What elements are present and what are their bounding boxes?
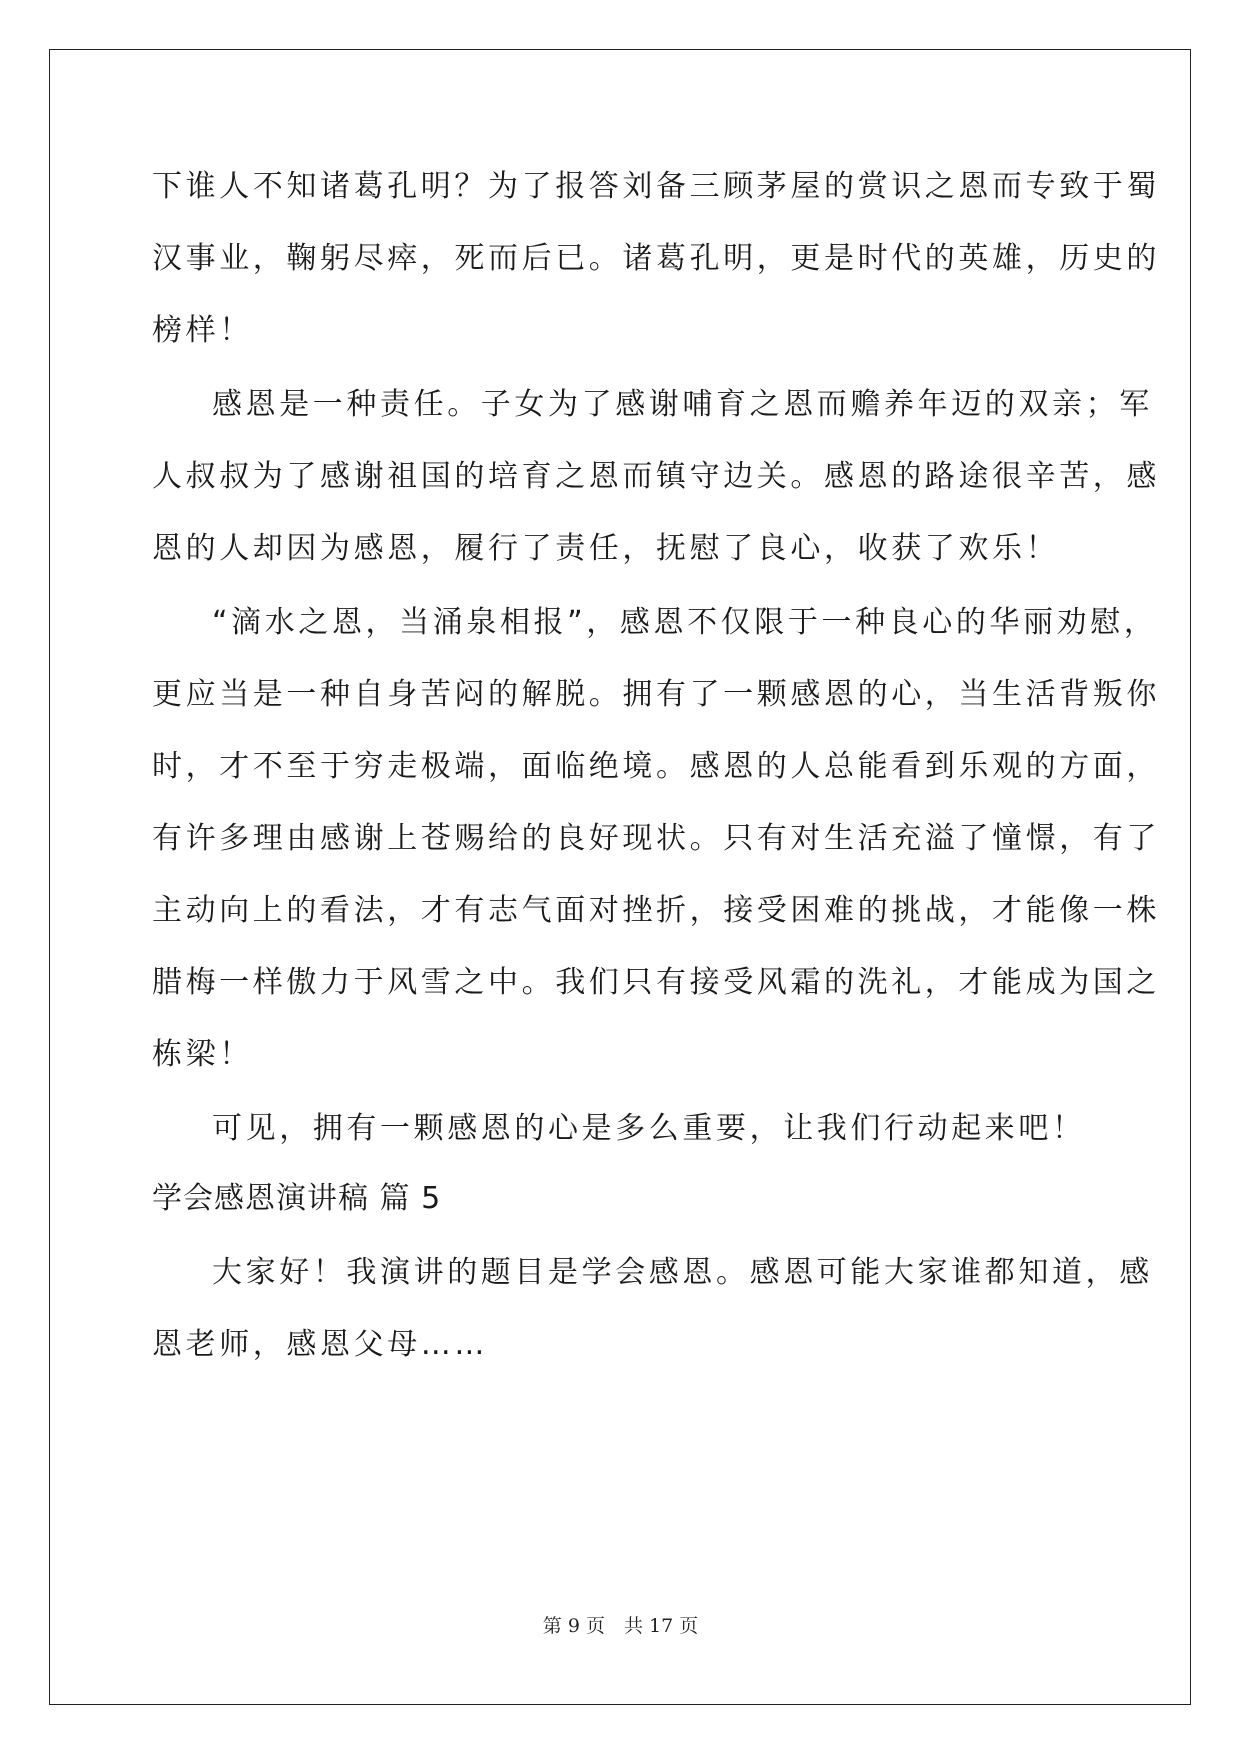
text-line: 人叔叔为了感谢祖国的培育之恩而镇守边关。感恩的路途很辛苦，感 bbox=[152, 459, 1160, 494]
text-line: 腊梅一样傲力于风雪之中。我们只有接受风霜的洗礼，才能成为国之 bbox=[152, 965, 1160, 1000]
text-line: 榜样！ bbox=[152, 313, 253, 348]
section-heading: 学会感恩演讲稿 篇 5 bbox=[152, 1181, 442, 1216]
text-line: 大家好！我演讲的题目是学会感恩。感恩可能大家谁都知道，感 bbox=[212, 1255, 1153, 1290]
text-line: 恩老师，感恩父母…… bbox=[152, 1327, 488, 1362]
text-line: 恩的人却因为感恩，履行了责任，抚慰了良心，收获了欢乐！ bbox=[152, 531, 1060, 566]
text-line: 汉事业，鞠躬尽瘁，死而后已。诸葛孔明，更是时代的英雄，历史的 bbox=[152, 241, 1160, 276]
text-line: “滴水之恩，当涌泉相报”，感恩不仅限于一种良心的华丽劝慰， bbox=[212, 605, 1158, 640]
text-line: 时，才不至于穷走极端，面临绝境。感恩的人总能看到乐观的方面， bbox=[152, 749, 1160, 784]
text-line: 主动向上的看法，才有志气面对挫折，接受困难的挑战，才能像一株 bbox=[152, 893, 1160, 928]
text-line: 有许多理由感谢上苍赐给的良好现状。只有对生活充溢了憧憬，有了 bbox=[152, 821, 1160, 856]
text-line: 下谁人不知诸葛孔明？为了报答刘备三顾茅屋的赏识之恩而专致于蜀 bbox=[152, 169, 1160, 204]
text-line: 更应当是一种自身苦闷的解脱。拥有了一颗感恩的心，当生活背叛你 bbox=[152, 677, 1160, 712]
page-border bbox=[49, 49, 1191, 1705]
page-number: 第 9 页 共 17 页 bbox=[542, 1615, 699, 1637]
text-line: 可见，拥有一颗感恩的心是多么重要，让我们行动起来吧！ bbox=[212, 1111, 1086, 1146]
text-line: 感恩是一种责任。子女为了感谢哺育之恩而赡养年迈的双亲；军 bbox=[212, 387, 1153, 422]
text-line: 栋梁！ bbox=[152, 1037, 253, 1072]
